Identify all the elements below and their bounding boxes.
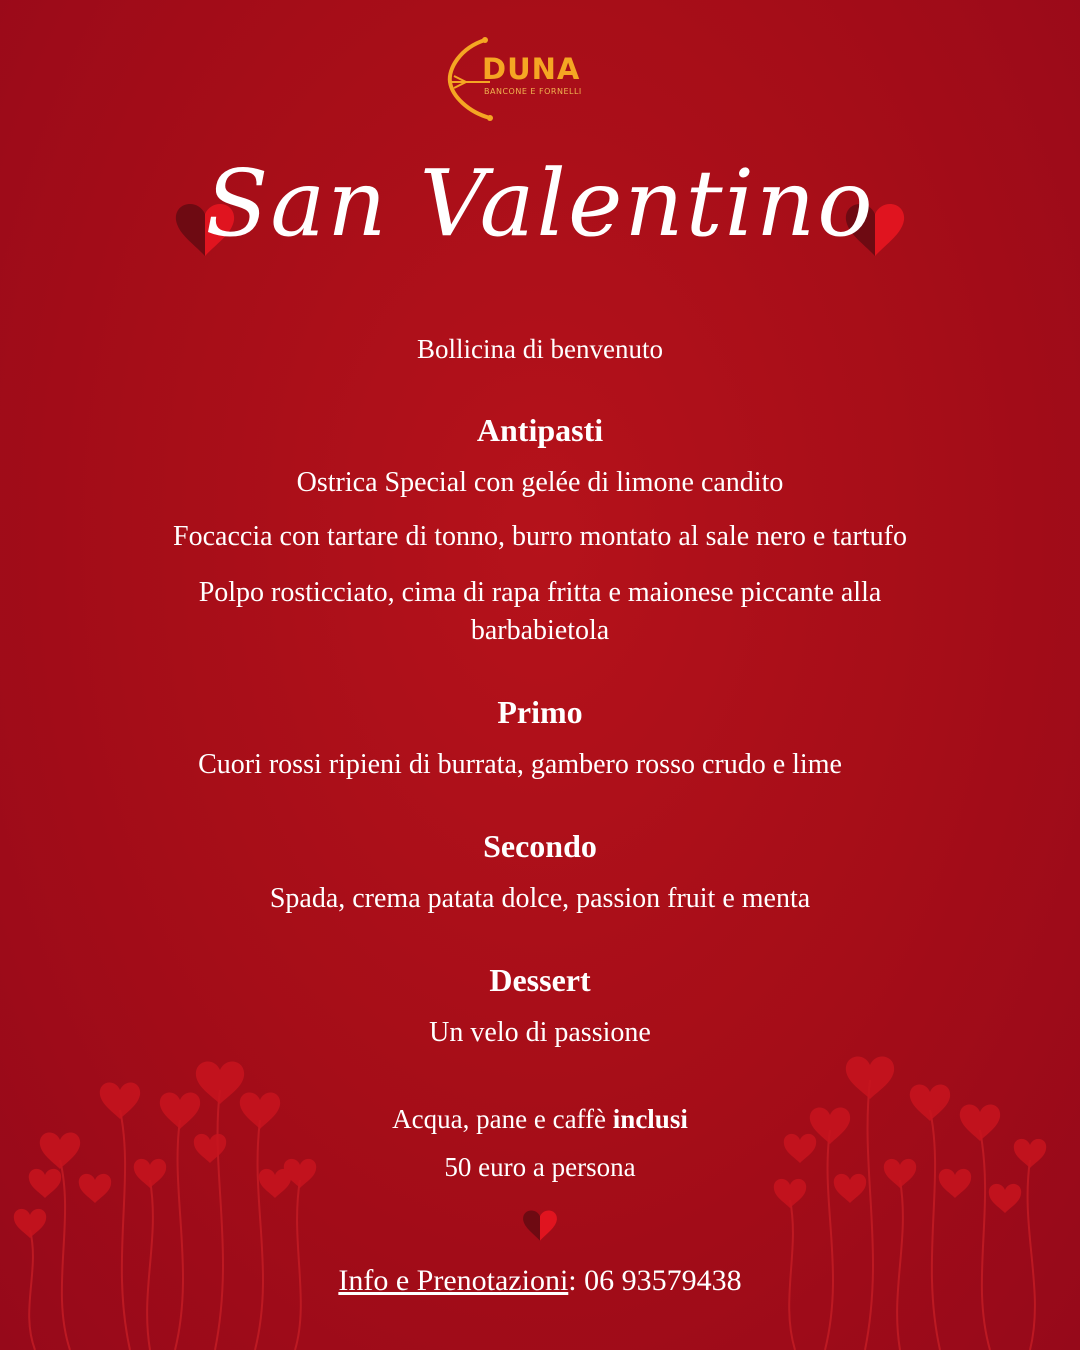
menu-item: Cuori rossi ripieni di burrata, gambero rosso crudo e lime [198,749,842,780]
contact-info [0,1264,1080,1298]
menu-item: Un velo di passione [429,1017,651,1048]
info-label-link[interactable]: Info e Prenotazioni [338,1264,569,1297]
menu-item: Polpo rosticciato, cima di rapa fritta e maionese piccante alla barbabietola [198,577,882,646]
section-heading-primo: Primo [497,694,583,730]
welcome-drink: Bollicina di benvenuto [417,334,663,364]
menu-item: Spada, crema patata dolce, passion fruit e menta [269,883,811,914]
info-separator: : [568,1264,577,1297]
extras-note [0,1104,1080,1135]
menu-item: Focaccia con tartare di tonno, burro montato al sale nero e tartufo [173,521,907,552]
phone-number[interactable]: 06 93579438 [584,1264,742,1297]
extras-text: Acqua, pane e caffè [392,1104,607,1134]
section-heading-dessert: Dessert [489,962,591,998]
menu-item: Ostrica Special con gelée di limone candito [296,467,784,498]
heart-icon-small [522,1208,558,1242]
section-heading-antipasti: Antipasti [476,412,604,448]
page-title: San Valentino [205,150,875,257]
brand-logo-tagline: BANCONE E FORNELLI [484,87,582,96]
hearts-garden-right-decoration [740,1030,1080,1350]
section-heading-secondo: Secondo [483,828,597,864]
price: 50 euro a persona [444,1152,636,1182]
brand-logo-name: DUNA [482,52,581,86]
extras-bold: inclusi [612,1104,688,1134]
hearts-garden-left-decoration [0,1030,340,1350]
